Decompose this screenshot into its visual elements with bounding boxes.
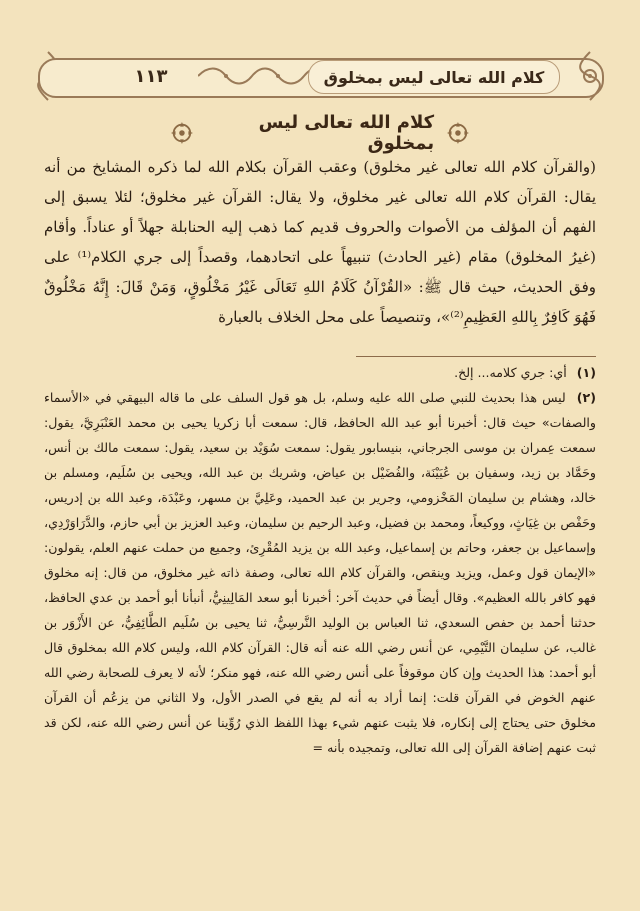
footnote-1 xyxy=(44,360,596,385)
main-paragraph: (والقرآن كلام الله تعالى غير مخلوق) وعقب القرآن بكلام الله لما ذكره المشايخ من أنه يقال: القرآن كلام الله تعالى غير مخلوق، ولا يقال: القرآن غير مخلوق؛ لئلا يسبق إلى الفهم أن المؤلف من الأصوات والحروف قديم كما ذهب إليه الحنابلة جهلاً أو عناداً. وأقام (غيرُ المخلوق) مقام (غير الحادث) تنبيهاً على اتحادهما، وقصداً إلى جري الكلام⁽¹⁾ على وفق الحديث، حيث قال ﷺ: «القُرْآنُ كَلَامُ اللهِ تَعَالَى غَيْرُ مَخْلُوقٍ، وَمَنْ قَالَ: إِنَّهُ مَخْلُوقٌ فَهُوَ كَافِرٌ بِاللهِ العَظِيمِ⁽²⁾»، وتنصيصاً على محل الخلاف بالعبارة xyxy=(44,158,596,326)
page-number: ١١٣ xyxy=(134,65,168,87)
section-title: كلام الله تعالى ليس بمخلوق xyxy=(170,118,470,148)
footnote-2 xyxy=(44,385,596,760)
footnote-number: (٢) xyxy=(576,390,596,405)
footnote-divider xyxy=(356,356,596,357)
footnote-text: أي: جري كلامه... إلخ. xyxy=(454,365,567,380)
running-title: كلام الله تعالى ليس بمخلوق xyxy=(308,60,560,94)
page-header xyxy=(38,48,600,104)
ornament-rosette-icon xyxy=(446,120,470,146)
ornament-rosette-icon xyxy=(170,120,194,146)
footnotes xyxy=(44,360,596,760)
corner-ornament-icon xyxy=(570,50,610,102)
main-text xyxy=(44,152,596,332)
footnote-text: ليس هذا بحديث للنبي صلى الله عليه وسلم، بل هو قول السلف على ما قاله البيهقي في «الأسماء والصفات» حيث قال: أخبرنا أبو عبد الله الحافظ، قال: سمعت أبا زكريا يحيى بن محمد العَنْبَرِيَّ، يقول: سمعت عِمران بن موسى الجرجاني، بنيسابور يقول: سمعت سُوَيْد بن سعيد، يقول: سمعت مالك بن أنس، وحَمَّاد بن زيد، وسفيان بن عُيَيْنَة، والفُضَيْل بن عياض، وشريك بن عبد الله، ويحيى بن سُلَيم، ومسلم بن خالد، وهشام بن سليمان المَخْزومي، وجرير بن عبد الحميد، وعَلِيَّ بن مسهر، وعَبْدَة، وعبد الله بن إدريس، وحَفْص بن غِيَاثٍ، ووكيعاً، ومحمد بن فضيل، وعبد الرحيم بن سليمان، وعبد العزيز بن أبي حازم، والدَّرَاوَرْدِي، وإسماعيل بن جعفر، وحاتم بن إسماعيل، وعبد الله بن يزيد المُقْرِئ، وجميع من حملت عنهم العلم، يقولون: «الإيمان قول وعمل، ويزيد وينقص، والقرآن كلام الله تعالى، وصفة ذاته غير مخلوق، من قال: إنه مخلوق فهو كافر بالله العظيم». وقال أيضاً في حديث آخر: أخبرنا أبو سعد المَالِينِيُّ، أنبأنا أبو أحمد بن عدي الحافظ، حدثنا أحمد بن حفص السعدي، ثنا العباس بن الوليد النَّرسِيُّ، ثنا يحيى بن سُلَيم الطَّائِفِيُّ، عن الأَزْوَر بن غالب، عن سليمان التَّيْمِي، عن أنس رضي الله عنه أنه قال: القرآن كلام الله، وليس كلام الله بمخلوق قال أبو أحمد: هذا الحديث وإن كان موقوفاً على أنس رضي الله عنه، فهو منكر؛ لأنه لا يعرف للصحابة رضي الله عنهم الخوض في القرآن قلت: إنما أراد به أنه لم يقع في الصدر الأول، ولا الثاني من يزعُم أن القرآن مخلوق حتى يحتاج إلى إنكاره، فلا يثبت عنهم شيء بهذا اللفظ الذي رُوِّينا عن أنس رضي الله عنه، لكن قد ثبت عنهم إضافة القرآن إلى الله تعالى، وتمجيده بأنه = xyxy=(44,390,596,755)
footnote-number: (١) xyxy=(576,365,596,380)
